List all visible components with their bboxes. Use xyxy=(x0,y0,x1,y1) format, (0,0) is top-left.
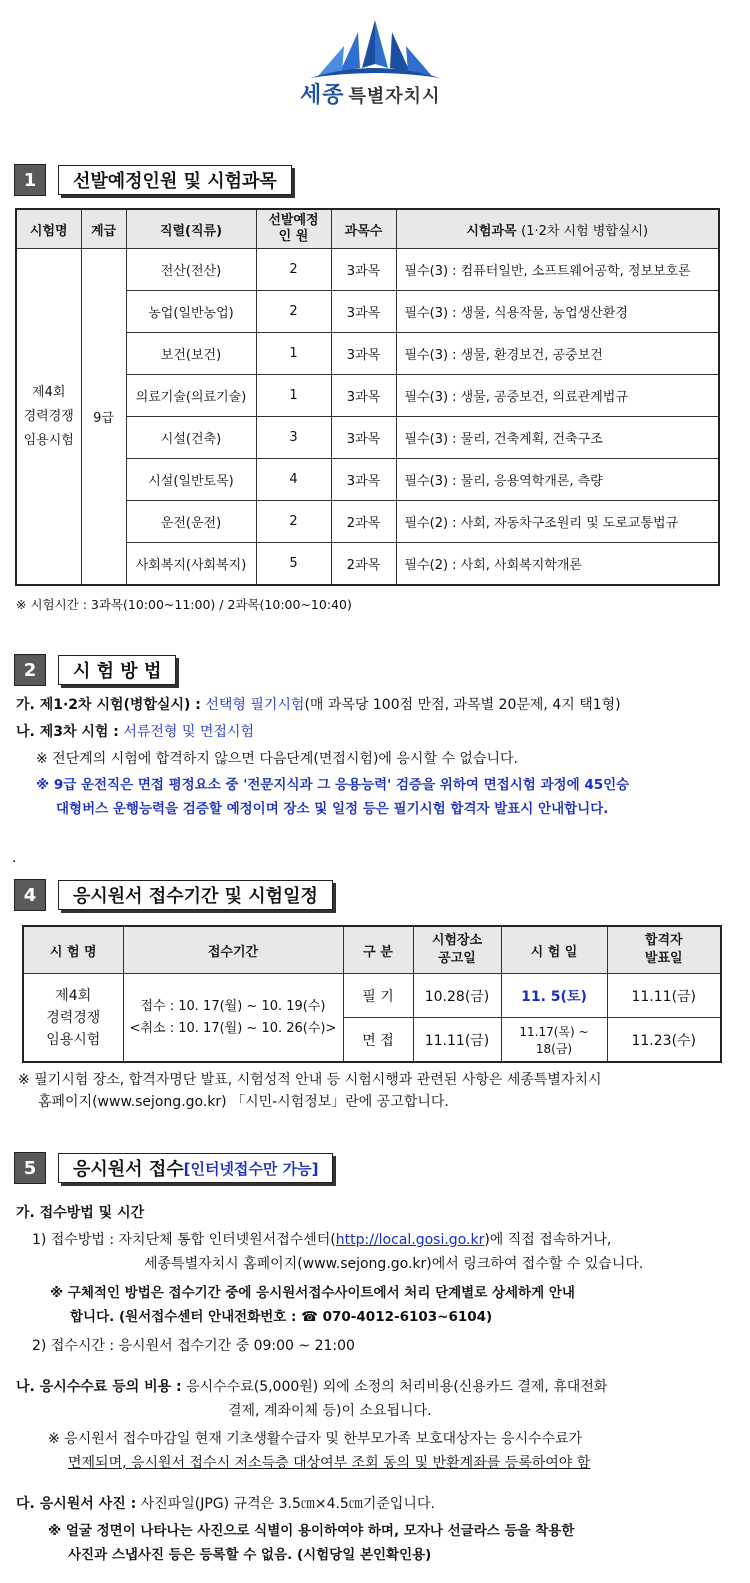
exam-name-cell xyxy=(23,974,123,1063)
logo-name: 세종 xyxy=(300,83,345,108)
apply-a1-pre: 1) 접수방법 : 자치단체 통합 인터넷원서접수센터( xyxy=(32,1232,336,1248)
quota-cell: 3 xyxy=(256,417,331,459)
apply-c-line xyxy=(16,1493,435,1513)
col-result xyxy=(607,926,721,974)
exam-name-line: 경력경쟁 xyxy=(23,408,74,424)
period-cancel-line: <취소 : 10. 17(월) ~ 10. 26(수)> xyxy=(129,1020,337,1036)
col-quota-line1: 선발예정 xyxy=(268,213,319,228)
exam-name-line: 임용시험 xyxy=(46,1031,101,1048)
method-note-2-line2: 대형버스 운행능력을 검증할 예정이며 장소 및 일정 등은 필기시험 합격자 발표시 안내합니다. xyxy=(56,801,609,817)
apply-c-label: 다. 응시원서 사진 : xyxy=(16,1496,137,1512)
col-notice xyxy=(413,926,501,974)
subject-count-cell: 2과목 xyxy=(331,543,396,586)
quota-cell: 1 xyxy=(256,333,331,375)
apply-c-note2: 사진과 스냅사진 등은 등록할 수 없음. (시험당일 본인확인용) xyxy=(68,1547,432,1563)
method-b-blue: 서류전형 및 면접시험 xyxy=(123,724,254,740)
subjects-cell: 필수(3) : 생물, 공중보건, 의료관계법규 xyxy=(396,375,719,417)
job-cell: 보건(보건) xyxy=(126,333,256,375)
exam-name-line: 임용시험 xyxy=(23,432,74,448)
section-number: 1 xyxy=(14,164,46,196)
type-cell: 필 기 xyxy=(343,974,413,1018)
logo-suffix: 특별자치시 xyxy=(348,86,441,107)
apply-b-label: 나. 응시수수료 등의 비용 : xyxy=(16,1379,182,1395)
selection-table xyxy=(15,208,720,586)
exam-date-cell: 11. 5(토) xyxy=(501,974,607,1018)
apply-a1-line1 xyxy=(32,1229,611,1249)
section-5-header xyxy=(14,1152,333,1184)
result-cell: 11.23(수) xyxy=(607,1018,721,1063)
apply-b-text1: 응시수수료(5,000원) 외에 소정의 처리비용(신용카드 결제, 휴대전화 xyxy=(186,1379,608,1395)
apply-b-line1 xyxy=(16,1376,607,1396)
apply-a-note2: 합니다. (원서접수센터 안내전화번호 : ☎ 070-4012-6103~6104) xyxy=(70,1309,493,1325)
col-period: 접수기간 xyxy=(123,926,343,974)
apply-b-note2: 면제되며, 응시원서 접수시 저소득층 대상여부 조회 동의 및 반환계좌를 등록하여야 함 xyxy=(68,1455,591,1471)
apply-a1-post: )에 직접 접속하거나, xyxy=(484,1232,612,1248)
col-result-line2: 발표일 xyxy=(644,951,683,966)
section-2-header xyxy=(14,654,176,686)
exam-time-note: ※ 시험시간 : 3과목(10:00~11:00) / 2과목(10:00~10:40) xyxy=(16,597,352,612)
gosi-link[interactable]: http://local.gosi.go.kr xyxy=(335,1232,485,1248)
notice-cell: 10.28(금) xyxy=(413,974,501,1018)
section-title: 응시원서 접수기간 및 시험일정 xyxy=(58,880,333,910)
method-note-2-line1: ※ 9급 운전직은 면접 평정요소 중 '전문지식과 그 응용능력' 검증을 위하여 면접시험 과정에 45인승 xyxy=(36,777,630,793)
job-cell: 의료기술(의료기술) xyxy=(126,375,256,417)
exam-date-cell: 11.17(목) ~ 18(금) xyxy=(501,1018,607,1063)
col-date: 시 험 일 xyxy=(501,926,607,974)
section-1-header xyxy=(14,164,292,196)
exam-name-line: 제4회 xyxy=(32,384,66,400)
subject-count-cell: 3과목 xyxy=(331,417,396,459)
table-row xyxy=(23,974,721,1018)
period-cell xyxy=(123,974,343,1063)
schedule-note-line1: ※ 필기시험 장소, 합격자명단 발표, 시험성적 안내 등 시험시행과 관련된 사항은 세종특별자치시 xyxy=(18,1072,602,1088)
subjects-cell: 필수(2) : 사회, 자동차구조원리 및 도로교통법규 xyxy=(396,501,719,543)
method-a-rest: (매 과목당 100점 만점, 과목별 20문제, 4지 택1형) xyxy=(304,697,621,713)
quota-cell: 2 xyxy=(256,501,331,543)
apply-c-text: 사진파일(JPG) 규격은 3.5㎝×4.5㎝기준입니다. xyxy=(140,1496,435,1512)
section-number: 5 xyxy=(14,1152,46,1184)
col-quota xyxy=(256,209,331,249)
col-job: 직렬(직류) xyxy=(126,209,256,249)
exam-name-cell xyxy=(16,249,81,586)
section-title: 시 험 방 법 xyxy=(58,655,176,685)
job-cell: 농업(일반농업) xyxy=(126,291,256,333)
grade-cell: 9급 xyxy=(81,249,126,586)
col-notice-line1: 시험장소 xyxy=(431,933,483,948)
col-notice-line2: 공고일 xyxy=(438,951,476,966)
subject-count-cell: 3과목 xyxy=(331,291,396,333)
exam-name-line: 제4회 xyxy=(55,987,92,1004)
table-row xyxy=(16,249,719,291)
stray-dot: . xyxy=(12,850,17,866)
subjects-cell: 필수(3) : 컴퓨터일반, 소프트웨어공학, 정보보호론 xyxy=(396,249,719,291)
col-grade: 계급 xyxy=(81,209,126,249)
quota-cell: 4 xyxy=(256,459,331,501)
col-quota-line2: 인 원 xyxy=(278,229,309,244)
table-header-row xyxy=(16,209,719,249)
apply-b-note1: ※ 응시원서 접수마감일 현재 기초생활수급자 및 한부모가족 보호대상자는 응시수수료가 xyxy=(48,1431,583,1447)
apply-a-head: 가. 접수방법 및 시간 xyxy=(16,1205,145,1221)
col-subjects-label: 시험과목 xyxy=(466,223,517,239)
method-b-label: 나. 제3차 시험 : xyxy=(16,724,119,740)
result-cell: 11.11(금) xyxy=(607,974,721,1018)
quota-cell: 2 xyxy=(256,291,331,333)
table-header-row xyxy=(23,926,721,974)
section-title: 선발예정인원 및 시험과목 xyxy=(58,165,292,195)
quota-cell: 2 xyxy=(256,249,331,291)
col-subject-count: 과목수 xyxy=(331,209,396,249)
col-exam-name: 시 험 명 xyxy=(23,926,123,974)
method-note-1: ※ 전단계의 시험에 합격하지 않으면 다음단계(면접시험)에 응시할 수 없습니다. xyxy=(36,751,518,767)
job-cell: 시설(일반토목) xyxy=(126,459,256,501)
section-title xyxy=(58,1153,333,1183)
apply-b-text2: 결제, 계좌이체 등)이 소요됩니다. xyxy=(228,1403,432,1419)
method-a-blue: 선택형 필기시험 xyxy=(205,697,305,713)
section-4-header xyxy=(14,879,333,911)
section-title-text: 응시원서 접수 xyxy=(73,1159,184,1180)
section-number: 2 xyxy=(14,654,46,686)
notice-cell: 11.11(금) xyxy=(413,1018,501,1063)
subject-count-cell: 3과목 xyxy=(331,249,396,291)
logo-mark-icon xyxy=(300,18,450,80)
section-title-blue: [인터넷접수만 가능] xyxy=(183,1159,319,1178)
type-cell: 면 접 xyxy=(343,1018,413,1063)
subject-count-cell: 3과목 xyxy=(331,333,396,375)
apply-a2: 2) 접수시간 : 응시원서 접수기간 중 09:00 ~ 21:00 xyxy=(32,1338,355,1354)
method-b xyxy=(16,721,254,741)
method-a xyxy=(16,694,621,714)
subjects-cell: 필수(2) : 사회, 사회복지학개론 xyxy=(396,543,719,586)
col-type: 구 분 xyxy=(343,926,413,974)
subject-count-cell: 3과목 xyxy=(331,375,396,417)
job-cell: 운전(운전) xyxy=(126,501,256,543)
subject-count-cell: 2과목 xyxy=(331,501,396,543)
method-a-label: 가. 제1·2차 시험(병합실시) : xyxy=(16,697,201,713)
subjects-cell: 필수(3) : 생물, 환경보건, 공중보건 xyxy=(396,333,719,375)
period-line: 접수 : 10. 17(월) ~ 10. 19(수) xyxy=(140,998,326,1014)
apply-a1-line2: 세종특별자치시 홈페이지(www.sejong.go.kr)에서 링크하여 접수할 수 있습니다. xyxy=(144,1256,644,1272)
section-number: 4 xyxy=(14,879,46,911)
job-cell: 전산(전산) xyxy=(126,249,256,291)
col-exam-name: 시험명 xyxy=(16,209,81,249)
subjects-cell: 필수(3) : 물리, 건축계획, 건축구조 xyxy=(396,417,719,459)
col-subjects-note: (1·2차 시험 병합실시) xyxy=(521,223,649,239)
apply-c-note1: ※ 얼굴 정면이 나타나는 사진으로 식별이 용이하여야 하며, 모자나 선글라스 등을 착용한 xyxy=(48,1523,575,1539)
subjects-cell: 필수(3) : 생물, 식용작물, 농업생산환경 xyxy=(396,291,719,333)
subject-count-cell: 3과목 xyxy=(331,459,396,501)
sejong-logo xyxy=(280,18,470,108)
job-cell: 시설(건축) xyxy=(126,417,256,459)
col-result-line1: 합격자 xyxy=(644,933,683,948)
quota-cell: 5 xyxy=(256,543,331,586)
apply-a-note1: ※ 구체적인 방법은 접수기간 중에 응시원서접수사이트에서 처리 단계별로 상세하게 안내 xyxy=(50,1285,575,1301)
schedule-note-line2: 홈페이지(www.sejong.go.kr) 「시민-시험정보」란에 공고합니다. xyxy=(38,1094,449,1110)
job-cell: 사회복지(사회복지) xyxy=(126,543,256,586)
quota-cell: 1 xyxy=(256,375,331,417)
logo-text xyxy=(300,78,440,109)
subjects-cell: 필수(3) : 물리, 응용역학개론, 측량 xyxy=(396,459,719,501)
exam-name-line: 경력경쟁 xyxy=(46,1009,101,1026)
schedule-table xyxy=(22,925,722,1063)
col-subjects xyxy=(396,209,719,249)
